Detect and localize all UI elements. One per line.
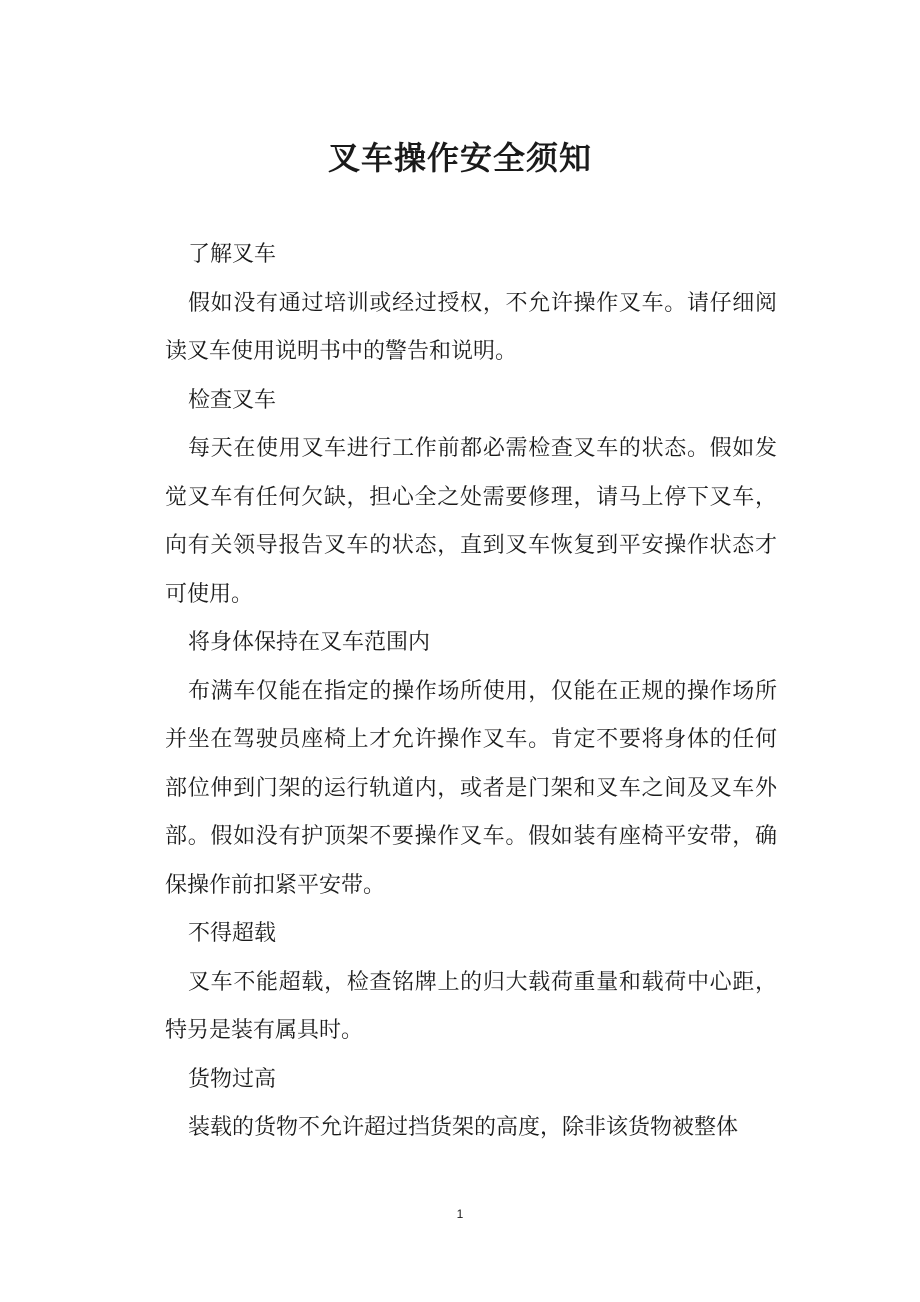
- page-number: 1: [456, 1207, 464, 1221]
- body-paragraph: 叉车不能超载，检查铭牌上的归大载荷重量和载荷中心距，特另是装有属具时。: [165, 969, 777, 1043]
- body-paragraph: 布满车仅能在指定的操作场所使用，仅能在正规的操作场所并坐在驾驶员座椅上才允许操作叉车。肯定不要将身体的任何部位伸到门架的运行轨道内，或者是门架和叉车之间及叉车外部。假如没有护顶架不要操作叉车。假如装有座椅平安带，确保操作前扣紧平安带。: [165, 678, 777, 898]
- section-heading: 货物过高: [188, 1066, 277, 1092]
- body-paragraph: 假如没有通过培训或经过授权，不允许操作叉车。请仔细阅读叉车使用说明书中的警告和说明。: [165, 290, 777, 364]
- document-title: 叉车操作安全须知: [327, 139, 592, 177]
- section-heading: 了解叉车: [188, 242, 277, 267]
- section-heading: 将身体保持在叉车范围内: [188, 630, 431, 655]
- document-body: [165, 231, 777, 1153]
- body-paragraph: 每天在使用叉车进行工作前都必需检查叉车的状态。假如发觉叉车有任何欠缺，担心全之处需要修理，请马上停下叉车，向有关领导报告叉车的状态，直到叉车恢复到平安操作状态才可使用。: [165, 436, 777, 607]
- body-paragraph: 装载的货物不允许超过挡货架的高度，除非该货物被整体: [188, 1115, 739, 1140]
- section-heading: 不得超载: [188, 921, 277, 946]
- section-heading: 检查叉车: [188, 387, 277, 413]
